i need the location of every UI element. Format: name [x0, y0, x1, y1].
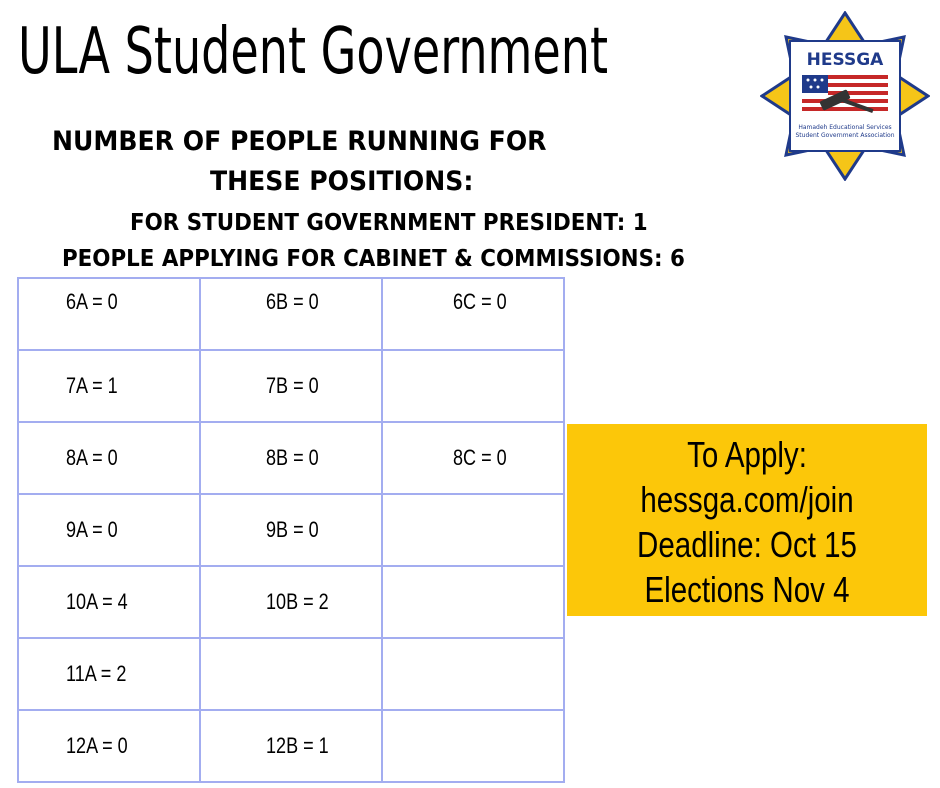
grade-row-8: [18, 422, 564, 494]
grade-cell: [382, 494, 564, 566]
grade-row-10: [18, 566, 564, 638]
grade-row-12: [18, 710, 564, 782]
grade-cell: 10A = 4: [18, 566, 200, 638]
grade-cell: 9A = 0: [18, 494, 200, 566]
grade-cell: 9B = 0: [200, 494, 382, 566]
grade-cell: [382, 638, 564, 710]
grade-cell: 8B = 0: [200, 422, 382, 494]
subtitle-line-1: NUMBER OF PEOPLE RUNNING FOR: [52, 126, 547, 157]
grade-cell: 7A = 1: [18, 350, 200, 422]
grade-table: [17, 277, 565, 783]
grade-cell: [200, 638, 382, 710]
grade-cell: [382, 350, 564, 422]
grade-cell: [382, 566, 564, 638]
president-count: FOR STUDENT GOVERNMENT PRESIDENT: 1: [130, 210, 648, 236]
grade-cell: 12A = 0: [18, 710, 200, 782]
grade-cell: 6B = 0: [200, 278, 382, 350]
grade-row-11: [18, 638, 564, 710]
apply-info-box: [567, 424, 927, 616]
cabinet-count: PEOPLE APPLYING FOR CABINET & COMMISSIONS: 6: [62, 246, 685, 272]
election-date: Elections Nov 4: [644, 569, 850, 610]
page-title: ULA Student Government: [18, 15, 609, 89]
grade-row-9: [18, 494, 564, 566]
grade-cell: 12B = 1: [200, 710, 382, 782]
grade-cell: 7B = 0: [200, 350, 382, 422]
grade-cell: 6C = 0: [382, 278, 564, 350]
grade-cell: 8C = 0: [382, 422, 564, 494]
grade-cell: 11A = 2: [18, 638, 200, 710]
logo-caption-2: Student Government Association: [795, 132, 895, 139]
apply-heading: To Apply:: [687, 434, 807, 475]
grade-cell: 6A = 0: [18, 278, 200, 350]
logo-caption-1: Hamadeh Educational Services: [798, 124, 892, 131]
grade-cell: 8A = 0: [18, 422, 200, 494]
grade-row-7: [18, 350, 564, 422]
logo-name: HESSGA: [806, 50, 884, 70]
apply-deadline: Deadline: Oct 15: [637, 524, 857, 565]
grade-row-6: [18, 278, 564, 350]
apply-url: hessga.com/join: [640, 479, 854, 520]
subtitle-line-2: THESE POSITIONS:: [210, 166, 474, 197]
grade-cell: 10B = 2: [200, 566, 382, 638]
grade-cell: [382, 710, 564, 782]
hessga-logo: [760, 11, 930, 181]
